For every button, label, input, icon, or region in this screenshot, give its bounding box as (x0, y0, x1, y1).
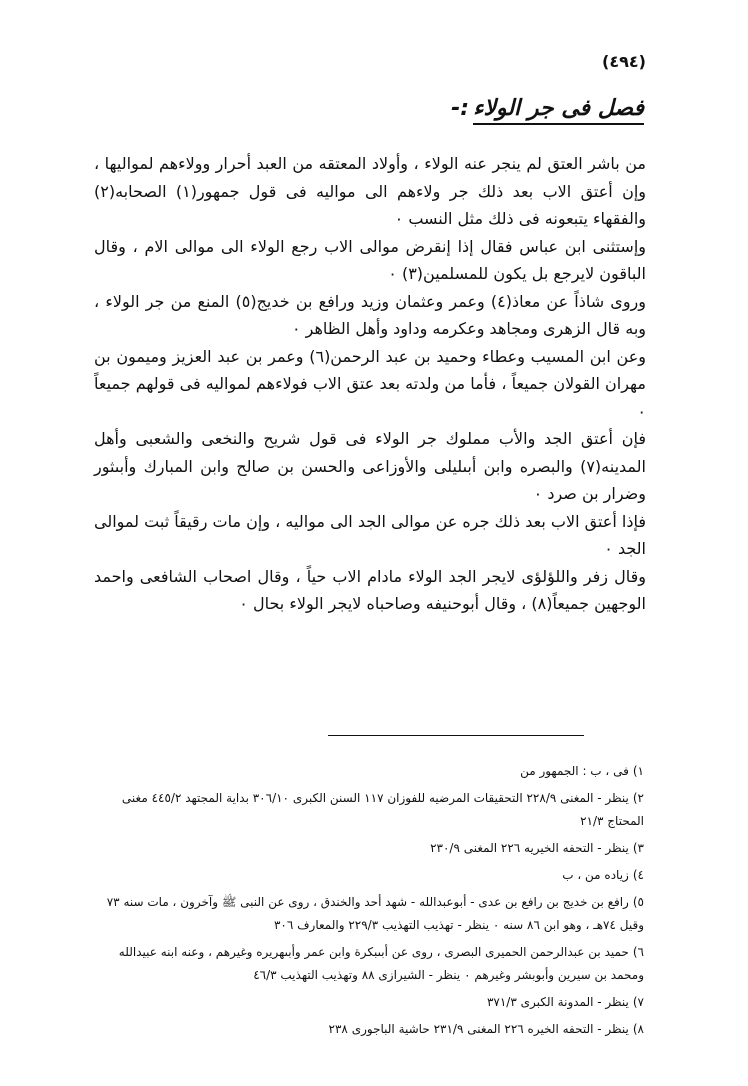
page-number: (٤٩٤) (602, 52, 646, 71)
footnote-mark: ٢) (632, 791, 644, 805)
footnotes (98, 760, 644, 1045)
footnote-mark: ٧) (632, 995, 644, 1009)
footnote-mark: ١) (632, 764, 644, 778)
footnote (98, 941, 644, 987)
footnote-text: ينظر - المغنى ٢٢٨/٩ التحقيقات المرضيه للفوزان ١١٧ السنن الكبرى ٣٠٦/١٠ بداية المجتهد ٤٤٥/٢ مغنى المحتاج ٢١/٣ (121, 791, 644, 828)
paragraph: فإن أعتق الجد والأب مملوك جر الولاء فى قول شريح والنخعى والشعبى وأهل المدينه(٧) والبصره وابن أبىليلى والأوزاعى والحسن بن صالح وابن المبارك وأبىثور وضرار بن صرد ٠ (94, 429, 646, 503)
footnote-mark: ٣) (632, 841, 644, 855)
footnote (98, 891, 644, 937)
footnote-text: ينظر - التحفه الخيره ٢٢٦ المغنى ٢٣١/٩ حاشية الباجورى ٢٣٨ (328, 1022, 629, 1036)
paragraph: وعن ابن المسيب وعطاء وحميد بن عبد الرحمن(٦) وعمر بن عبد العزيز وميمون بن مهران القولان جميعاً ، فأما من ولدته بعد عتق الاب فولاءهم لمواليه فى قولهم جميعاً ٠ (94, 346, 646, 421)
footnote (98, 837, 644, 860)
footnote-text: فى ، ب : الجمهور من (520, 764, 629, 778)
footnote-separator (328, 735, 584, 736)
paragraph: فإذا أعتق الاب بعد ذلك جره عن موالى الجد الى مواليه ، وإن مات رقيقاً ثبت لموالى الجد ٠ (94, 511, 646, 558)
paragraph: وقال زفر واللؤلؤى لايجر الجد الولاء مادام الاب حياً ، وقال اصحاب الشافعى واحمد الوجهين جميعاً(٨) ، وقال أبوحنيفه وصاحباه لايجر الولاء بحال ٠ (94, 566, 646, 613)
paragraph: وإستثنى ابن عباس فقال إذا إنقرض موالى الاب رجع الولاء الى موالى الام ، وقال الباقون لايرجع بل يكون للمسلمين(٣) ٠ (94, 236, 646, 283)
footnote-text: حميد بن عبدالرحمن الحميرى البصرى ، روى عن أبىبكرة وابن عمر وأبىهريره وغيرهم ، وعنه ابنه عبيدالله ومحمد بن سيرين وأبوبشر وغيرهم ٠ ينظر - الشيرازى ٨٨ وتهذيب التهذيب ٤٦/٣ (118, 945, 644, 982)
footnote (98, 991, 644, 1014)
section-heading (451, 96, 644, 121)
footnote-text: رافع بن خديج بن رافع بن عدى - أبوعبدالله - شهد أحد والخندق ، روى عن النبى ﷺ وآخرون ، مات سنه ٧٣ وقيل ٧٤هـ ، وهو ابن ٨٦ سنه ٠ ينظر - تهذيب التهذيب ٢٢٩/٣ والمعارف ٣٠٦ (106, 895, 644, 932)
footnote-mark: ٤) (632, 868, 644, 882)
footnote (98, 760, 644, 783)
body-text (94, 150, 646, 618)
footnote-text: ينظر - المدونة الكبرى ٣٧١/٣ (486, 995, 629, 1009)
footnote-mark: ٨) (632, 1022, 644, 1036)
footnote-mark: ٦) (632, 945, 644, 959)
footnote-text: زياده من ، ب (562, 868, 629, 882)
section-heading-suffix: :- (451, 96, 470, 121)
paragraph: وروى شاذاً عن معاذ(٤) وعمر وعثمان وزيد ورافع بن خديج(٥) المنع من جر الولاء ، وبه قال الزهرى ومجاهد وعكرمه وداود وأهل الظاهر ٠ (94, 291, 646, 338)
footnote (98, 864, 644, 887)
footnote (98, 787, 644, 833)
footnote-text: ينظر - التحفه الخيريه ٢٢٦ المغنى ٢٣٠/٩ (430, 841, 629, 855)
footnote (98, 1018, 644, 1041)
paragraph: من باشر العتق لم ينجر عنه الولاء ، وأولاد المعتقه من العبد أحرار وولاءهم لمواليها ، وإن أعتق الاب بعد ذلك جر ولاءهم الى مواليه فى قول جمهور(١) الصحابه(٢) والفقهاء يتبعونه فى ذلك مثل النسب ٠ (94, 154, 647, 228)
section-heading-title: فصل فى جر الولاء (473, 96, 644, 125)
footnote-mark: ٥) (632, 895, 644, 909)
